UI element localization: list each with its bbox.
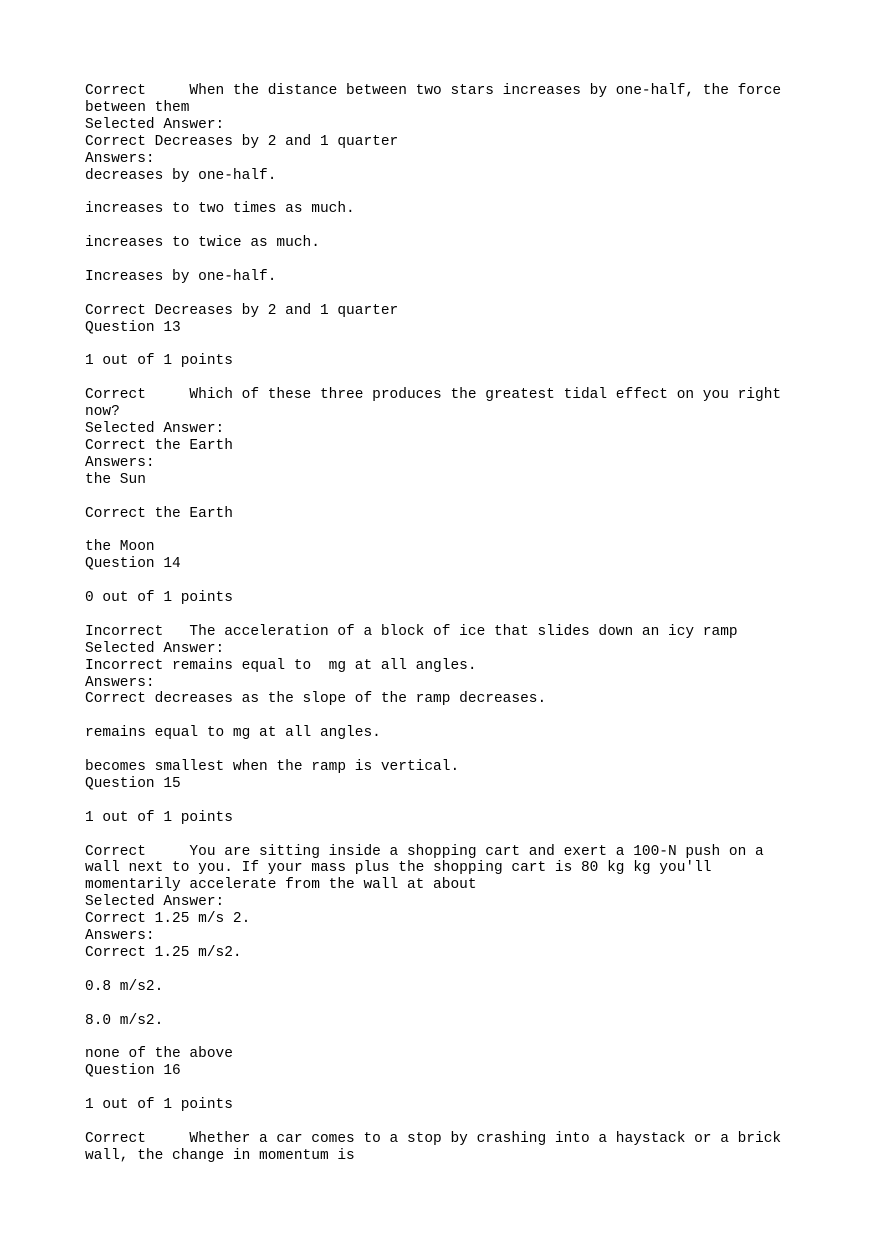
text-line (85, 522, 845, 539)
text-line (85, 337, 845, 354)
text-line: 0.8 m/s2. (85, 978, 164, 995)
text-line: between them (85, 99, 190, 116)
document-body (85, 83, 845, 1165)
text-line: Question 15 (85, 775, 181, 792)
text-line: 0 out of 1 points (85, 590, 233, 607)
text-line (85, 962, 845, 979)
text-line (85, 370, 845, 387)
text-line: increases to two times as much. (85, 201, 355, 218)
text-line: Correct Decreases by 2 and 1 quarter (85, 302, 399, 319)
text-line: Correct the Earth (85, 505, 233, 522)
text-line: Answers: (85, 150, 155, 167)
text-line (85, 218, 845, 235)
text-line: Question 13 (85, 319, 181, 336)
text-line: decreases by one-half. (85, 167, 277, 184)
text-line (85, 996, 845, 1013)
text-line: none of the above (85, 1046, 233, 1063)
text-line: Correct You are sitting inside a shopping cart and exert a 100-N push on a (85, 843, 764, 860)
text-line: Selected Answer: (85, 640, 225, 657)
text-line: 1 out of 1 points (85, 353, 233, 370)
text-line (85, 708, 845, 725)
text-line: Answers: (85, 454, 155, 471)
text-line (85, 607, 845, 624)
text-line: increases to twice as much. (85, 235, 320, 252)
text-line: Selected Answer: (85, 894, 225, 911)
text-line: momentarily accelerate from the wall at about (85, 877, 477, 894)
text-line (85, 1114, 845, 1131)
text-line: Selected Answer: (85, 116, 225, 133)
text-line: 8.0 m/s2. (85, 1012, 164, 1029)
text-line: Correct Whether a car comes to a stop by crashing into a haystack or a brick (85, 1130, 782, 1147)
text-line (85, 184, 845, 201)
text-line: wall next to you. If your mass plus the shopping cart is 80 kg kg you'll (85, 860, 712, 877)
text-line: Incorrect remains equal to mg at all angles. (85, 657, 477, 674)
text-line: Selected Answer: (85, 421, 225, 438)
text-line: Question 14 (85, 556, 181, 573)
text-line (85, 1030, 845, 1047)
text-line: Correct 1.25 m/s 2. (85, 911, 251, 928)
text-line: now? (85, 404, 120, 421)
text-line (85, 286, 845, 303)
text-line: the Moon (85, 539, 155, 556)
text-line: 1 out of 1 points (85, 1097, 233, 1114)
text-line (85, 1080, 845, 1097)
text-line: 1 out of 1 points (85, 809, 233, 826)
text-line: becomes smallest when the ramp is vertical. (85, 759, 460, 776)
text-line: Correct decreases as the slope of the ramp decreases. (85, 691, 547, 708)
text-line: the Sun (85, 471, 146, 488)
text-line (85, 742, 845, 759)
text-line (85, 252, 845, 269)
text-line: Incorrect The acceleration of a block of ice that slides down an icy ramp (85, 623, 738, 640)
text-line (85, 573, 845, 590)
text-line: Correct 1.25 m/s2. (85, 945, 242, 961)
text-line: Correct the Earth (85, 437, 233, 454)
text-line: remains equal to mg at all angles. (85, 725, 381, 742)
text-line (85, 793, 845, 810)
text-line: Correct When the distance between two stars increases by one-half, the force (85, 83, 782, 99)
text-line (85, 827, 845, 844)
text-line: wall, the change in momentum is (85, 1147, 355, 1164)
text-line: Correct Decreases by 2 and 1 quarter (85, 133, 399, 150)
text-line: Answers: (85, 674, 155, 691)
text-line (85, 489, 845, 506)
text-line: Correct Which of these three produces the greatest tidal effect on you right (85, 387, 782, 404)
text-line: Answers: (85, 928, 155, 945)
text-line: Increases by one-half. (85, 268, 277, 285)
text-line: Question 16 (85, 1063, 181, 1080)
